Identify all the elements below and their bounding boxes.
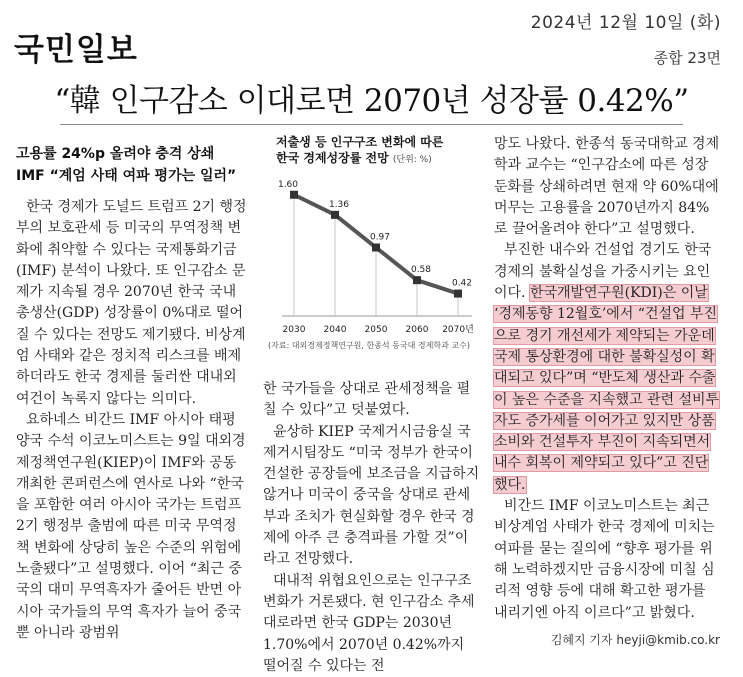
headline: “韓 인구감소 이대로면 2070년 성장률 0.42%” — [54, 83, 689, 119]
data-point — [290, 191, 298, 199]
article-column-1 — [16, 143, 248, 644]
chart-unit: (단위: %) — [392, 155, 432, 165]
data-point — [413, 276, 421, 284]
subheadline-2: IMF “계엄 사태 여파 평가는 일러” — [16, 168, 237, 184]
paragraph: 요하네스 비간드 IMF 아시아 태평양국 수석 이코노미스트는 9일 대외경제정책연구원(KIEP)이 IMF와 공동개최한 콘퍼런스에 연사로 나와 “한국을 포함한 여러 아시아 국가는 트럼프 2기 행정부 출범에 따른 미국 무역정책 변화에 상당히 높은 수준의 위험에 노출됐다”고 설명했다. 이어 “최근 중국의 대미 무역흑자가 줄어든 반면 아시아 국가들의 무역 흑자가 늘어 중국뿐 아니라 광범위 — [16, 411, 246, 641]
paragraph: 망도 나왔다. 한종석 동국대학교 경제학과 교수는 “인구감소에 따른 성장 둔화를 상쇄하려면 현재 약 60%대에 머무는 고용률을 2070년까지 84%로 끌어올려야 한다”고 설명했다. — [494, 136, 720, 238]
data-point — [372, 244, 380, 252]
data-label: 0.97 — [369, 232, 391, 243]
highlighted-passage: 한국개발연구원(KDI)은 이날 ‘경제동향 12월호’에서 “건설업 부진으로 경기 개선세가 제약되는 가운데 국제 통상환경에 대한 불확실성이 확대되고 있다”며 “반도체 생산과 수출이 높은 수준을 지속했고 관련 설비투자도 증가세를 이어가고 있지만 상품 소비와 건설투자 부진이 지속되면서 내수 회복이 제약되고 있다”고 진단했다. — [494, 285, 720, 493]
article-column-3 — [494, 134, 720, 651]
growth-chart — [262, 132, 484, 364]
paragraph-text: 부진한 내수와 건설업 경기도 한국 경제의 불확실성을 가중시키는 요인이다. — [494, 242, 712, 302]
paragraph: 비간드 IMF 이코노미스트는 최근 비상계엄 사태가 한국 경제에 미치는 여파를 묻는 질의에 “향후 평가를 위해 노력하겠지만 금융시장에 미칠 심리적 영향 등에 대해 확고한 평가를 내리기엔 아직 이르다”고 밝혔다. — [494, 498, 715, 621]
chart-title-line-1: 저출생 등 인구구조 변화에 따른 — [276, 135, 444, 149]
chart-title-line-2: 한국 경제성장률 전망 — [276, 151, 389, 165]
chart-source: (자료: 대외경제정책연구원, 한종석 동국대 경제학과 교수) — [268, 341, 470, 350]
headline-rule — [60, 124, 683, 125]
data-point — [454, 290, 462, 298]
paragraph: 한국 경제가 도널드 트럼프 2기 행정부의 보호관세 등 미국의 무역정책 변화에 취약할 수 있다는 국제통화기금(IMF) 분석이 나왔다. 또 인구감소 문제가 지속될 경우 2070년 한국 국내총생산(GDP) 성장률이 0%대로 떨어질 수 있다는 전망도 제기됐다. 비상계엄 사태와 같은 정치적 리스크를 배제하더라도 한국 경제를 둘러싼 대내외 여건이 녹록지 않다는 의미다. — [16, 199, 247, 407]
byline: 김혜지 기자 heyji@kmib.co.kr — [550, 632, 720, 647]
page-section: 종합 23면 — [653, 49, 721, 67]
publication-date: 2024년 12월 10일 (화) — [530, 13, 721, 33]
tick-label: 2060 — [405, 325, 429, 335]
tick-label: 2070년 — [442, 325, 474, 335]
tick-label: 2040 — [323, 325, 347, 335]
data-point — [331, 211, 339, 219]
paragraph — [494, 240, 720, 496]
tick-label: 2030 — [282, 325, 306, 335]
data-label: 1.60 — [277, 179, 299, 190]
paragraph: 윤상하 KIEP 국제거시금융실 국제거시팀장도 “미국 정부가 한국이 건설한 공장들에 보조금을 지급하지 않거나 미국이 중국을 상대로 관세부과 조치가 현실화할 경우 한국 경제에 아주 큰 충격파를 가할 것”이라고 전망했다. — [263, 423, 480, 568]
chart-plot — [262, 172, 484, 342]
chart-title — [276, 134, 484, 168]
paragraph: 한 국가들을 상대로 관세정책을 펼칠 수 있다”고 덧붙였다. — [263, 381, 471, 419]
newspaper-logo: 국민일보 — [14, 32, 138, 68]
paragraph: 대내적 위협요인으로는 인구구조 변화가 거론됐다. 현 인구감소 추세대로라면 한국 GDP는 2030년 1.70%에서 2070년 0.42%까지 떨어질 수 있다는 전 — [263, 572, 475, 674]
article-column-2 — [263, 379, 481, 677]
data-label: 0.42 — [451, 278, 473, 289]
tick-label: 2050 — [364, 325, 388, 335]
subheadline-1: 고용률 24%p 올려야 충격 상쇄 — [16, 146, 215, 162]
data-label: 0.58 — [410, 265, 432, 276]
data-label: 1.36 — [328, 199, 350, 210]
